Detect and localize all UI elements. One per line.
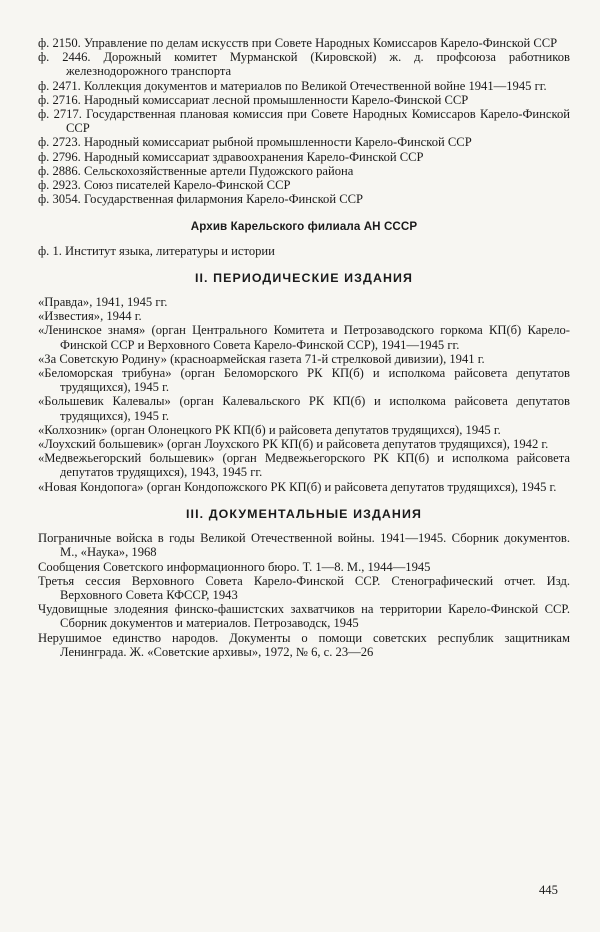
periodical-entry: «Колхозник» (орган Олонецкого РК КП(б) и райсовета депутатов трудящихся), 1945 г.	[38, 422, 501, 437]
periodicals-list	[38, 295, 570, 494]
fund-entry: ф. 2886. Сельскохозяйственные артели Пудожского района	[38, 163, 354, 178]
archive-entry: ф. 1. Институт языка, литературы и истории	[38, 243, 275, 258]
documentary-entry: Третья сессия Верховного Совета Карело-Финской ССР. Стенографический отчет. Изд. Верховного Совета КФССР, 1943	[38, 573, 570, 602]
page-number: 445	[539, 883, 558, 897]
periodical-entry: «Известия», 1944 г.	[38, 309, 142, 324]
documentary-entry: Чудовищные злодеяния финско-фашистских захватчиков на территории Карело-Финской ССР. Сборник документов и материалов. Петрозаводск, 1945	[38, 602, 570, 631]
fund-entry: ф. 2446. Дорожный комитет Мурманской (Кировской) ж. д. профсоюза работников железнодорожного транспорта	[38, 50, 570, 79]
periodical-entry: «За Советскую Родину» (красноармейская газета 71-й стрелковой дивизии), 1941 г.	[38, 351, 485, 366]
fund-entry: ф. 2150. Управление по делам искусств при Совете Народных Комиссаров Карело-Финской ССР	[38, 36, 558, 50]
fund-entry: ф. 2471. Коллекция документов и материалов по Великой Отечественной войне 1941—1945 гг.	[38, 78, 547, 93]
archive-heading: Архив Карельского филиала АН СССР	[190, 220, 418, 234]
periodical-entry: «Большевик Калевалы» (орган Калевальского РК КП(б) и исполкома райсовета депутатов трудящихся), 1945 г.	[38, 394, 570, 423]
page-content	[38, 36, 570, 659]
periodical-entry: «Медвежьегорский большевик» (орган Медвежьегорского РК КП(б) и исполкома райсовета депутатов трудящихся), 1943, 1945 гг.	[38, 451, 570, 480]
documentary-entry: Пограничные войска в годы Великой Отечественной войны. 1941—1945. Сборник документов. М., «Наука», 1968	[38, 531, 570, 560]
periodical-entry: «Лоухский большевик» (орган Лоухского РК КП(б) и райсовета депутатов трудящихся), 1942 г.	[38, 437, 549, 452]
periodicals-section-title: II. ПЕРИОДИЧЕСКИЕ ИЗДАНИЯ	[194, 270, 414, 285]
fund-entry: ф. 2796. Народный комиссариат здравоохранения Карело-Финской ССР	[38, 149, 424, 164]
periodical-entry: «Правда», 1941, 1945 гг.	[38, 295, 168, 310]
periodical-entry: «Ленинское знамя» (орган Центрального Комитета и Петрозаводского горкома КП(б) Карело-Финской ССР и Верховного Совета Карело-Финской ССР), 1941—1945 гг.	[38, 323, 570, 352]
fund-list	[38, 36, 570, 206]
fund-entry: ф. 2723. Народный комиссариат рыбной промышленности Карело-Финской ССР	[38, 135, 472, 150]
documentary-entry: Нерушимое единство народов. Документы о помощи советских республик защитникам Ленинграда. Ж. «Советские архивы», 1972, № 6, с. 23—26	[38, 630, 570, 659]
periodical-entry: «Беломорская трибуна» (орган Беломорского РК КП(б) и исполкома райсовета депутатов трудящихся), 1945 г.	[38, 366, 570, 395]
documentary-entry: Сообщения Советского информационного бюро. Т. 1—8. М., 1944—1945	[38, 559, 431, 574]
fund-entry: ф. 2716. Народный комиссариат лесной промышленности Карело-Финской ССР	[38, 92, 469, 107]
documentary-list	[38, 531, 570, 659]
fund-entry: ф. 2717. Государственная плановая комиссия при Совете Народных Комиссаров Карело-Финской ССР	[38, 107, 570, 136]
documentary-section-title: III. ДОКУМЕНТАЛЬНЫЕ ИЗДАНИЯ	[186, 506, 422, 521]
periodical-entry: «Новая Кондопога» (орган Кондопожского РК КП(б) и райсовета депутатов трудящихся), 1945 г.	[38, 479, 557, 494]
fund-entry: ф. 3054. Государственная филармония Карело-Финской ССР	[38, 192, 364, 207]
fund-entry: ф. 2923. Союз писателей Карело-Финской ССР	[38, 178, 291, 193]
